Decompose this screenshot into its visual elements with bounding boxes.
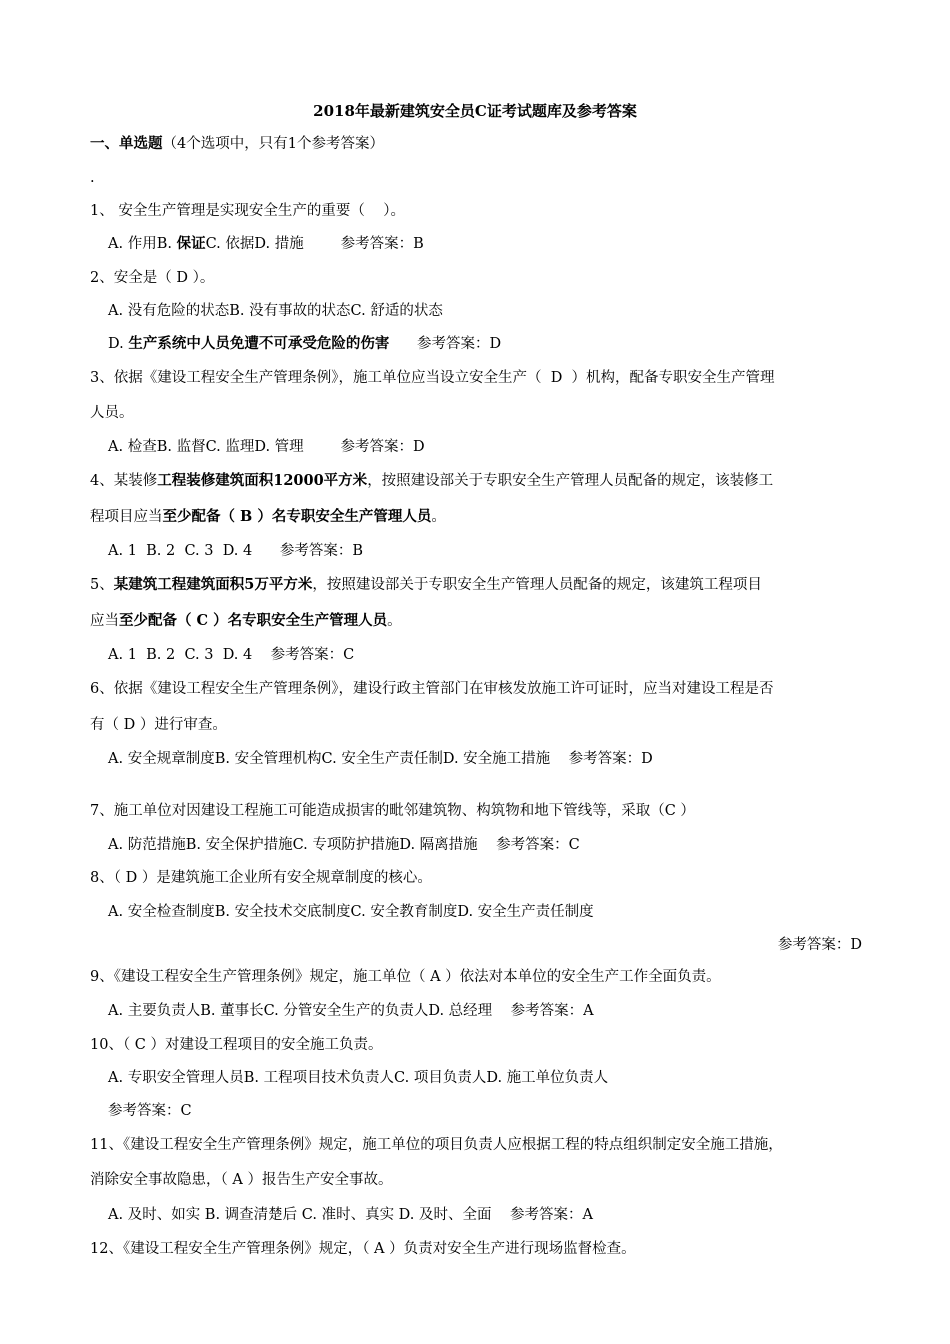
question-2-options: A. 没有危险的状态B. 没有事故的状态C. 舒适的状态	[108, 303, 443, 319]
question-text: 程项目应当	[90, 509, 163, 525]
question-1-options	[108, 234, 424, 254]
question-7: 7、施工单位对因建设工程施工可能造成损害的毗邻建筑物、构筑物和地下管线等，采取（C ）	[90, 803, 695, 819]
question-bold: 某建筑工程建筑面积5万平方米	[113, 576, 313, 593]
stray-dot: .	[90, 170, 95, 186]
question-6-cont: 有（ D ）进行审查。	[90, 717, 227, 733]
option-text: D.	[108, 336, 129, 352]
answer-text: 参考答案：D	[389, 336, 502, 352]
question-5	[90, 575, 762, 595]
question-11-cont: 消除安全事故隐患，（ A ）报告生产安全事故。	[90, 1172, 393, 1188]
section-note: （4个选项中，只有1个参考答案）	[162, 136, 384, 152]
question-1: 1、 安全生产管理是实现安全生产的重要（ ）。	[90, 203, 406, 219]
document-title: 2018年最新建筑安全员C证考试题库及参考答案	[313, 102, 637, 120]
question-7-options: A. 防范措施B. 安全保护措施C. 专项防护措施D. 隔离措施 参考答案：C	[108, 837, 580, 853]
question-10-answer: 参考答案：C	[108, 1103, 192, 1119]
option-bold: 生产系统中人员免遭不可承受危险的伤害	[128, 335, 390, 352]
question-text: 5、	[90, 577, 114, 593]
question-10: 10、（ C ）对建设工程项目的安全施工负责。	[90, 1037, 383, 1053]
question-text: 4、某装修	[90, 473, 158, 489]
question-text: 应当	[90, 613, 119, 629]
question-2: 2、安全是（ D ）。	[90, 270, 215, 286]
question-9: 9、《建设工程安全生产管理条例》规定，施工单位（ A ）依法对本单位的安全生产工作全面负责。	[90, 969, 721, 985]
question-3-cont: 人员。	[90, 405, 134, 421]
question-text: 。	[431, 509, 446, 525]
question-4-cont	[90, 507, 446, 527]
question-10-options: A. 专职安全管理人员B. 工程项目技术负责人C. 项目负责人D. 施工单位负责人	[108, 1070, 609, 1086]
question-bold: 至少配备（ B ）名专职安全生产管理人员	[162, 508, 432, 525]
question-2-options-d	[108, 334, 501, 354]
question-8: 8、（ D ）是建筑施工企业所有安全规章制度的核心。	[90, 870, 432, 886]
option-bold: 保证	[176, 235, 206, 252]
question-8-options: A. 安全检查制度B. 安全技术交底制度C. 安全教育制度D. 安全生产责任制度	[108, 904, 594, 920]
option-text: A. 作用B.	[108, 236, 177, 252]
section-heading: 一、单选题	[90, 135, 163, 152]
question-3-options: A. 检查B. 监督C. 监理D. 管理 参考答案：D	[108, 439, 425, 455]
question-5-options: A. 1 B. 2 C. 3 D. 4 参考答案：C	[108, 647, 355, 663]
question-3: 3、依据《建设工程安全生产管理条例》，施工单位应当设立安全生产（ D ）机构，配备专职安全生产管理	[90, 370, 775, 386]
question-bold: 工程装修建筑面积12000平方米	[157, 472, 368, 489]
question-6-options: A. 安全规章制度B. 安全管理机构C. 安全生产责任制D. 安全施工措施 参考答案：D	[108, 751, 653, 767]
question-6: 6、依据《建设工程安全生产管理条例》，建设行政主管部门在审核发放施工许可证时，应当对建设工程是否	[90, 681, 774, 697]
section-heading-line	[90, 134, 384, 154]
question-9-options: A. 主要负责人B. 董事长C. 分管安全生产的负责人D. 总经理 参考答案：A	[108, 1003, 594, 1019]
option-text: C. 依据D. 措施 参考答案：B	[205, 236, 424, 252]
question-12: 12、《建设工程安全生产管理条例》规定，（ A ）负责对安全生产进行现场监督检查。	[90, 1241, 636, 1257]
question-8-answer: 参考答案：D	[777, 937, 862, 953]
question-4-options: A. 1 B. 2 C. 3 D. 4 参考答案：B	[108, 543, 364, 559]
question-5-cont	[90, 611, 402, 631]
question-4	[90, 471, 773, 491]
question-11-options: A. 及时、如实 B. 调查清楚后 C. 准时、真实 D. 及时、全面 参考答案：A	[108, 1207, 593, 1223]
question-11: 11、《建设工程安全生产管理条例》规定，施工单位的项目负责人应根据工程的特点组织制定安全施工措施，	[90, 1137, 783, 1153]
question-text: ，按照建设部关于专职安全生产管理人员配备的规定，该装修工	[367, 473, 774, 489]
question-bold: 至少配备（ C ）名专职安全生产管理人员	[119, 612, 388, 629]
question-text: ，按照建设部关于专职安全生产管理人员配备的规定，该建筑工程项目	[312, 577, 762, 593]
question-text: 。	[387, 613, 402, 629]
